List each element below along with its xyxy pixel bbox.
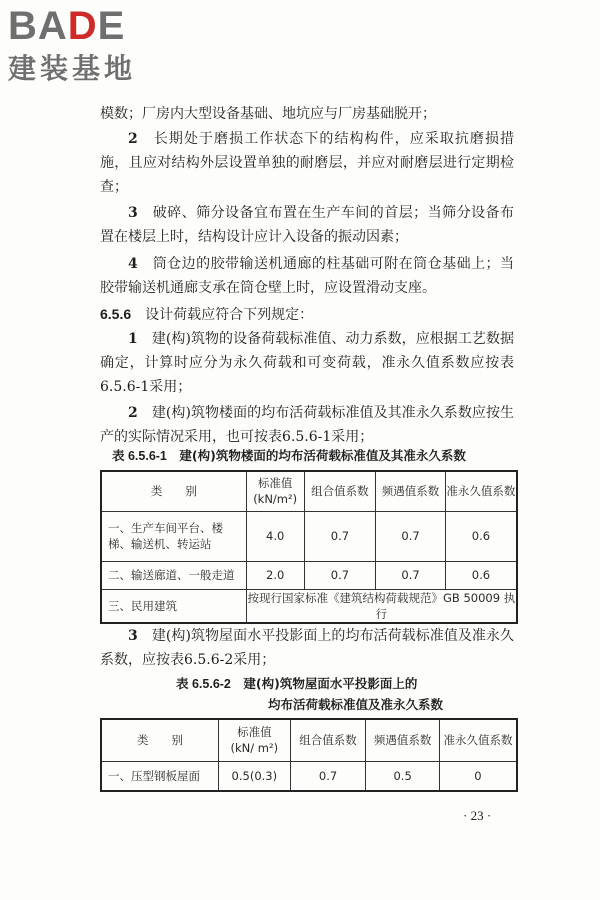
table2: [100, 718, 518, 792]
table2-row1-quasi: 0: [439, 761, 517, 791]
brand-logo-en: BADE: [8, 4, 126, 48]
table1: [100, 470, 518, 624]
clause-6-5-6-3: 3 建(构)筑物屋面水平投影面上的均布活荷载标准值及准永久系数，应按表6.5.6-2采用；: [100, 628, 514, 668]
table1-header-category: 类 别: [101, 471, 246, 511]
table2-caption-line1: 表 6.5.6-2 建(构)筑物屋面水平投影面上的: [176, 676, 418, 691]
table1-row1-category: 一、生产车间平台、楼梯、输送机、转运站: [101, 511, 246, 561]
brand-logo-cn: 建装基地: [8, 52, 137, 85]
table2-header-freq: 频遇值系数: [366, 719, 440, 761]
clause-2: 2 长期处于磨损工作状态下的结构构件，应采取抗磨损措施，且应对结构外层设置单独的耐磨层，并应对耐磨层进行定期检查；: [100, 131, 515, 195]
table2-header-category: 类 别: [101, 719, 218, 761]
section-6-5-6: 6.5.6 设计荷载应符合下列规定：: [100, 306, 314, 323]
table1-row2-category: 二、输送廊道、一般走道: [101, 561, 246, 589]
table2-row1-std: 0.5(0.3): [218, 761, 290, 791]
table1-header-std: 标准值 (kN/m²): [246, 471, 304, 511]
table1-row2-freq: 0.7: [376, 561, 446, 589]
table1-row3-category: 三、民用建筑: [101, 589, 246, 623]
table1-header-quasi: 准永久值系数: [445, 471, 517, 511]
table1-row1-quasi: 0.6: [445, 511, 517, 561]
table2-header-std: 标准值 (kN/ m²): [218, 719, 290, 761]
page-number: · 23 ·: [463, 808, 492, 823]
table2-header-combo: 组合值系数: [290, 719, 366, 761]
table2-row1-combo: 0.7: [290, 761, 366, 791]
table-row: [101, 589, 517, 623]
table1-header-combo: 组合值系数: [304, 471, 376, 511]
clause-4: 4 筒仓边的胶带输送机通廊的柱基础可附在筒仓基础上；当胶带输送机通廊支承在筒仓壁上时，应设置滑动支座。: [100, 256, 515, 296]
table1-header-freq: 频遇值系数: [376, 471, 446, 511]
table1-caption: 表 6.5.6-1 建(构)筑物楼面的均布活荷载标准值及其准永久系数: [112, 448, 466, 463]
brand-logo: [8, 6, 188, 96]
table-row: [101, 511, 517, 561]
paragraph-continuation: 模数；厂房内大型设备基础、地坑应与厂房基础脱开；: [100, 106, 436, 122]
table2-header-quasi: 准永久值系数: [439, 719, 517, 761]
table2-header-row: [101, 719, 517, 761]
table-row: [101, 561, 517, 589]
table2-row1-category: 一、压型钢板屋面: [101, 761, 218, 791]
clause-6-5-6-1: 1 建(构)筑物的设备荷载标准值、动力系数，应根据工艺数据确定，计算时应分为永久荷载和可变荷载，准永久值系数应按表6.5.6-1采用；: [100, 331, 514, 395]
table1-row2-combo: 0.7: [304, 561, 376, 589]
table-row: [101, 761, 517, 791]
table2-caption-line2: 均布活荷载标准值及准永久系数: [268, 697, 444, 712]
table1-header-row: [101, 471, 517, 511]
table1-row1-combo: 0.7: [304, 511, 376, 561]
table1-row2-std: 2.0: [246, 561, 304, 589]
table1-row2-quasi: 0.6: [445, 561, 517, 589]
table2-row1-freq: 0.5: [366, 761, 440, 791]
clause-3: 3 破碎、筛分设备宜布置在生产车间的首层；当筛分设备布置在楼层上时，结构设计应计入设备的振动因素；: [100, 205, 515, 245]
table1-row1-std: 4.0: [246, 511, 304, 561]
table1-row3-note: 按现行国家标准《建筑结构荷载规范》GB 50009 执行: [247, 590, 516, 621]
clause-6-5-6-2: 2 建(构)筑物楼面的均布活荷载标准值及其准永久系数应按生产的实际情况采用，也可按表6.5.6-1采用；: [100, 405, 514, 445]
table1-row1-freq: 0.7: [376, 511, 446, 561]
